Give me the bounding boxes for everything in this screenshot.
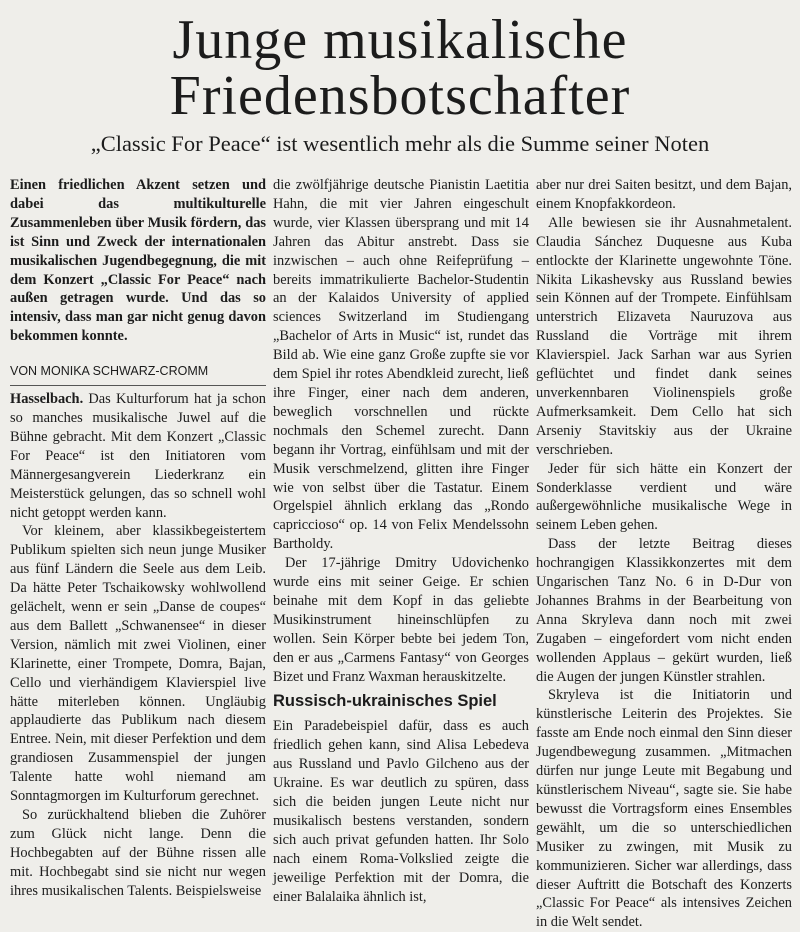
- paragraph-6: Alle bewiesen sie ihr Ausnahmetalent. Claudia Sánchez Duquesne aus Kuba entlockte der Klarinette ungewohnte Töne. Nikita Likashevsky aus Russland bewies sein Können auf der Trompete. Einfühlsam unterstrich Elizaveta Nauruzova aus Russland die Vorträge mit ihrem Klavierspiel. Jack Sarhan war aus Syrien geflüchtet und findet dank seines unverkennbaren Violinenspiels große Aufmerksamkeit. Dem Cello hat sich Arseniy Stavitskiy aus der Ukraine verschrieben.: [536, 214, 792, 458]
- article-columns: [10, 176, 792, 931]
- column-1: [10, 176, 266, 899]
- paragraph-8: Dass der letzte Beitrag dieses hochrangigen Klassikkonzertes mit dem Ungarischen Tanz No. 6 in D-Dur von Johannes Brahms in der Bearbeitung von Anna Skryleva dann noch mit zwei Zugaben – eingefordert vom nicht enden wollenden Applaus – gekürt wurden, ließ die Augen der jungen Künstler strahlen.: [536, 536, 792, 685]
- headline-line-2: Friedensbotschafter: [169, 65, 631, 127]
- paragraph-5-start: Ein Paradebeispiel dafür, dass es auch friedlich gehen kann, sind Alisa Lebedeva aus Russland und Pavlo Gilcheno aus der Ukraine. Es war deutlich zu spüren, dass sich die beiden jungen Leute nicht nur musikalisch bestens verstanden, sondern sich auch privat gefunden hatten. Ihr Solo nach einem Roma-Volkslied zeigte die jeweilige Perfektion mit der Domra, die einer Balalaika ähnlich ist,: [273, 718, 529, 905]
- paragraph-7: Jeder für sich hätte ein Konzert der Sonderklasse verdient und wäre außergewöhnliche musikalische Wege in seinem Leben gehen.: [536, 460, 792, 534]
- paragraph-3-continued: die zwölfjährige deutsche Pianistin Laetitia Hahn, die mit vier Jahren eingeschult wurde, vier Klassen übersprang und mit 14 Jahren das Abitur anstrebt. Dass sie inzwischen – auch ohne Reifeprüfung – bereits immatrikulierte Bachelor-Studentin an der Kalaidos University of applied sciences Switzerland im Studiengang „Bachelor of Arts in Music“ ist, rundet das Bild ab. Wie eine ganz Große zupfte sie vor dem Spiel ihr rotes Abendkleid zurecht, ließ ihre Finger, einer nach dem anderen, beweglich vorschnellen und rückte nochmals den Schemel zurecht. Dann begann ihr Vortrag, einfühlsam und mit der Musik verschmelzend, glitten ihre Finger wie von selbst über die Tastatur. Einem Orgelspiel ähnlich erklang das „Rondo capriccioso“ op. 14 von Felix Mendelssohn Bartholdy.: [273, 177, 529, 553]
- column-2: [273, 176, 529, 905]
- paragraph-9: Skryleva ist die Initiatorin und künstlerische Leiterin des Projektes. Sie fasste am Ende noch einmal den Sinn dieser Jugendbewegung zusammen. „Mitmachen dürfen nur junge Leute mit Begabung und künstlerischem Niveau“, sagte sie. Sie habe bewusst die Vortragsform eines Ensembles gewählt, um die so unterschiedlichen Musiker zu zwingen, mit Musik zu kommunizieren. Sicher war allerdings, dass dieser Auftritt die Botschaft des Konzerts „Classic For Peace“ als intensives Zeichen in die Welt sendet.: [536, 687, 792, 931]
- lead-paragraph: Einen friedlichen Akzent setzen und dabei das multikulturelle Zusammenleben über Musik fördern, das ist Sinn und Zweck der internationalen musikalischen Jugendbegegnung, die mit dem Konzert „Classic For Peace“ nach außen getragen wurde. Und das so intensiv, dass man gar nicht genug davon bekommen konnte.: [10, 177, 266, 345]
- paragraph-1: [10, 390, 266, 522]
- paragraph-1-text: Das Kulturforum hat ja schon so manches musikalische Juwel auf die Bühne gebracht. Mit dem Konzert „Classic For Peace“ ist den Initiatoren vom Männergesangverein Liederkranz ein Meisterstück gelungen, das so schnell wohl nicht getoppt werden kann.: [10, 391, 266, 521]
- headline-line-1: Junge musikalische: [172, 9, 628, 71]
- paragraph-5-continued: aber nur drei Saiten besitzt, und dem Bajan, einem Knopfakkordeon.: [536, 177, 792, 212]
- byline: VON MONIKA SCHWARZ-CROMM: [10, 362, 266, 386]
- column-3: [536, 176, 792, 931]
- subheadline: „Classic For Peace“ ist wesentlich mehr als die Summe seiner Noten: [90, 131, 710, 156]
- section-subheading: Russisch-ukrainisches Spiel: [273, 692, 497, 711]
- paragraph-2: Vor kleinem, aber klassikbegeistertem Publikum spielten sich neun junge Musiker aus fünf Ländern die Seele aus dem Leib. Da hätte Peter Tschaikowsky wohlwollend gelächelt, wenn er sein „Danse de coupes“ aus dem Ballett „Schwanensee“ in dieser Version, nämlich mit zwei Violinen, einer Klarinette, einer Trompete, Domra, Bajan, Cello und vierhändigem Klavierspiel live hätte miterleben können. Ungläubig applaudierte das Publikum nach diesem Entree. Nein, mit dieser Perfektion und dem grandiosen Zusammenspiel der jungen Talente hatte wohl niemand am Sonntagmorgen im Kulturforum gerechnet.: [10, 523, 266, 805]
- paragraph-3-start: So zurückhaltend blieben die Zuhörer zum Glück nicht lange. Denn die Hochbegabten auf der Bühne rissen alle mit. Hochbegabt sind sie nicht nur wegen ihres musikalischen Talents. Beispielsweise: [10, 807, 266, 899]
- paragraph-4: Der 17-jährige Dmitry Udovichenko wurde eins mit seiner Geige. Er schien beinahe mit dem Kopf in das geliebte Musikinstrument hineinschlüpfen zu wollen. Sein Körper bebte bei jedem Ton, den er aus „Carmens Fantasy“ von Georges Bizet und Franz Waxman herauskitzelte.: [273, 555, 529, 685]
- dateline: Hasselbach.: [10, 391, 84, 408]
